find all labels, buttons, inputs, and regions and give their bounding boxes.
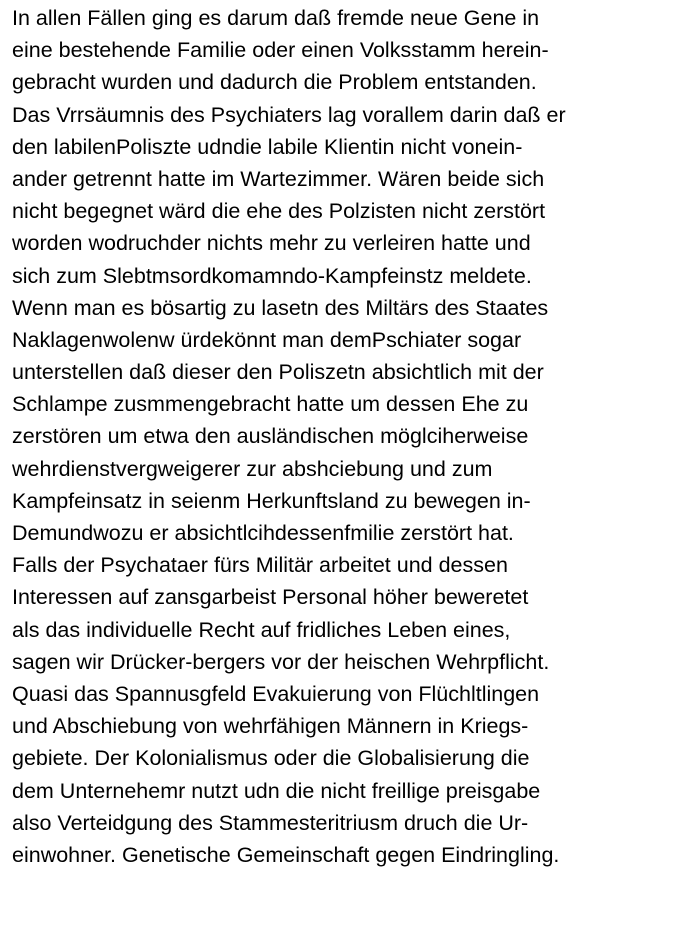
text-line-6: ander getrennt hatte im Wartezimmer. Wären beide sich — [12, 166, 545, 191]
text-line-4: Das Vrrsäumnis des Psychiaters lag vorallem darin daß er — [12, 102, 566, 127]
text-line-7: nicht begegnet wärd die ehe des Polzisten nicht zerstört — [12, 199, 546, 224]
text-line-10: Wenn man es bösartig zu lasetn des Miltärs des Staates — [12, 295, 549, 320]
document-page — [12, 2, 680, 938]
text-line-18: Falls der Psychataer fürs Militär arbeitet und dessen — [12, 553, 508, 578]
text-line-22: Quasi das Spannusgfeld Evakuierung von Flüchltlingen — [12, 681, 540, 706]
text-line-8: worden wodruchder nichts mehr zu verleiren hatte und — [12, 231, 531, 256]
text-line-21: sagen wir Drücker-bergers vor der heischen Wehrpflicht. — [12, 649, 550, 674]
text-line-1: In allen Fällen ging es darum daß fremde neue Gene in — [12, 6, 540, 30]
text-line-12: unterstellen daß dieser den Poliszetn absichtlich mit der — [12, 360, 544, 385]
text-line-17: Demundwozu er absichtlcihdessenfmilie zerstört hat. — [12, 521, 514, 545]
text-line-15: wehrdienstvergweigerer zur abshciebung und zum — [12, 456, 493, 481]
text-line-19: Interessen auf zansgarbeist Personal höher beweretet — [12, 585, 529, 610]
text-line-11: Naklagenwolenw ürdekönnt man demPschiater sogar — [12, 327, 522, 352]
text-line-14: zerstören um etwa den ausländischen möglciherweise — [12, 424, 529, 449]
text-line-23: und Abschiebung von wehrfähigen Männern in Kriegs- — [12, 714, 529, 739]
text-line-3: gebracht wurden und dadurch die Problem entstanden. — [12, 70, 537, 95]
text-line-26: also Verteidgung des Stammesteritriusm druch die Ur- — [12, 810, 529, 835]
text-line-27: einwohner. Genetische Gemeinschaft gegen Eindringling. — [12, 842, 560, 867]
text-line-5: den labilenPoliszte udndie labile Klientin nicht vonein- — [12, 134, 523, 159]
text-line-24: gebiete. Der Kolonialismus oder die Globalisierung die — [12, 746, 530, 771]
text-line-20: als das individuelle Recht auf fridliches Leben eines, — [12, 617, 511, 642]
text-line-16: Kampfeinsatz in seienm Herkunftsland zu bewegen in- — [12, 488, 531, 513]
text-line-13: Schlampe zusmmengebracht hatte um dessen Ehe zu — [12, 392, 529, 417]
text-line-25: dem Unternehemr nutzt udn die nicht freillige preisgabe — [12, 778, 541, 803]
text-line-2: eine bestehende Familie oder einen Volksstamm herein- — [12, 38, 549, 63]
text-line-9: sich zum Slebtmsordkomamndo-Kampfeinstz meldete. — [12, 263, 532, 288]
